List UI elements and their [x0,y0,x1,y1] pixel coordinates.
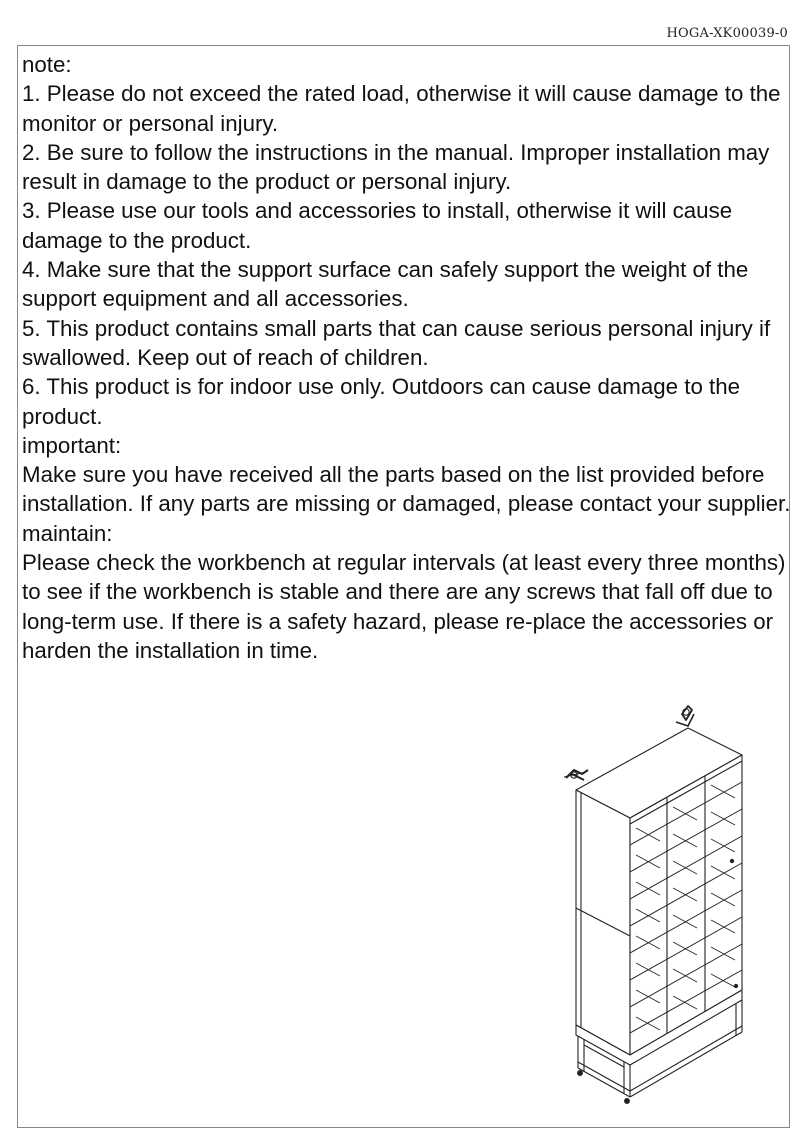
note-item-1: 1. Please do not exceed the rated load, otherwise it will cause damage to the monitor or personal injury. [22,81,781,136]
maintain-text: Please check the workbench at regular intervals (at least every three months) to see if the workbench is stable and there are any screws that fall off due to long-term use. If there is a safety hazard, please re-place the accessories or harden the installation in time. [22,550,786,663]
important-heading: important: [22,432,122,458]
maintain-heading: maintain: [22,520,113,546]
document-code: HOGA-XK00039-0 [666,26,788,41]
note-item-4: 4. Make sure that the support surface can safely support the weight of the support equipment and all accessories. [22,257,749,312]
instructions-text [22,50,792,665]
note-item-3: 3. Please use our tools and accessories to install, otherwise it will cause damage to the product. [22,198,733,253]
cabinet-illustration-icon [552,700,752,1105]
note-item-6: 6. This product is for indoor use only. Outdoors can cause damage to the product. [22,374,741,429]
note-item-5: 5. This product contains small parts that can cause serious personal injury if swallowed. Keep out of reach of children. [22,315,771,370]
note-heading: note: [22,52,72,77]
note-item-2: 2. Be sure to follow the instructions in the manual. Improper installation may result in damage to the product or personal injury. [22,139,770,195]
important-text: Make sure you have received all the parts based on the list provided before installation. If any parts are missing or damaged, please contact your supplier. [22,462,791,517]
